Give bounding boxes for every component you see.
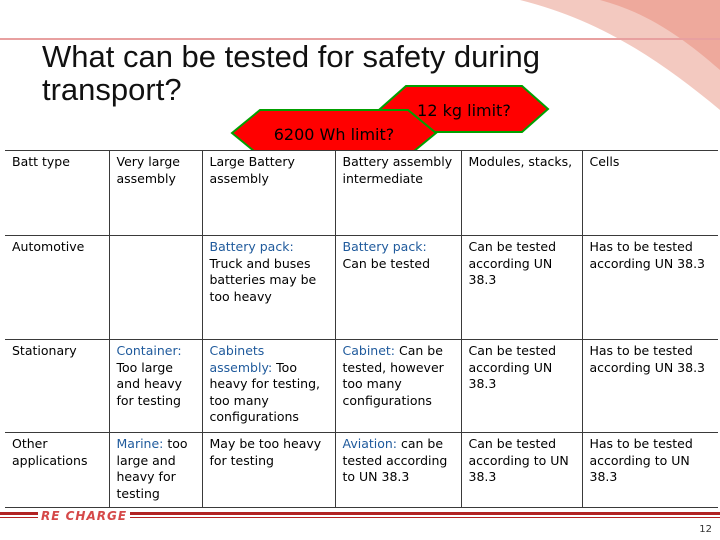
table-row xyxy=(5,236,718,340)
cell-text: Too heavy for testing, too many configurations xyxy=(209,359,321,424)
intermediate-cell xyxy=(335,433,461,508)
header-modules: Modules, stacks, xyxy=(461,151,582,236)
cell-text: Too large and heavy for testing xyxy=(116,359,183,408)
row-type-cell: Automotive xyxy=(5,236,109,340)
cell-text: too large and heavy for testing xyxy=(116,436,188,501)
recharge-logo: RE CHARGE xyxy=(38,509,130,523)
intermediate-cell xyxy=(335,340,461,433)
cell-label: Cabinets assembly: xyxy=(209,343,273,375)
header-batt-type: Batt type xyxy=(5,151,109,236)
callout-12kg-label: 12 kg limit? xyxy=(417,100,511,120)
very-large-cell xyxy=(109,236,202,340)
cell-label: Marine: xyxy=(116,436,164,451)
row-type-cell: Other applications xyxy=(5,433,109,508)
very-large-cell xyxy=(109,340,202,433)
large-cell xyxy=(202,340,335,433)
table-header-row xyxy=(5,151,718,236)
table-row xyxy=(5,433,718,508)
intermediate-cell xyxy=(335,236,461,340)
callout-6200wh-label: 6200 Wh limit? xyxy=(273,124,395,144)
cell-label: Container: xyxy=(116,343,182,358)
header-cells: Cells xyxy=(582,151,718,236)
table-row xyxy=(5,340,718,433)
cell-text: can be tested according to UN 38.3 xyxy=(342,436,448,484)
header-large: Large Battery assembly xyxy=(202,151,335,236)
cell-text: Can be tested xyxy=(342,255,431,271)
cells-cell: Has to be tested according UN 38.3 xyxy=(582,236,718,340)
cell-label: Battery pack: xyxy=(209,239,294,254)
cells-cell: Has to be tested according to UN 38.3 xyxy=(582,433,718,508)
page-title: What can be tested for safety during transport? xyxy=(42,39,540,107)
large-cell xyxy=(202,236,335,340)
cell-label: Aviation: xyxy=(342,436,398,451)
modules-cell: Can be tested according to UN 38.3 xyxy=(461,433,582,508)
page-number: 12 xyxy=(699,524,712,535)
header-very-large: Very large assembly xyxy=(109,151,202,236)
modules-cell: Can be tested according UN 38.3 xyxy=(461,340,582,433)
large-cell: May be too heavy for testing xyxy=(202,433,335,508)
modules-cell: Can be tested according UN 38.3 xyxy=(461,236,582,340)
safety-testing-table xyxy=(5,150,718,508)
cell-label: Cabinet: xyxy=(342,343,396,358)
very-large-cell xyxy=(109,433,202,508)
cell-label: Battery pack: xyxy=(342,239,427,254)
cell-text: Truck and buses batteries may be too heavy xyxy=(209,255,317,304)
header-intermediate: Battery assembly intermediate xyxy=(335,151,461,236)
row-type-cell: Stationary xyxy=(5,340,109,433)
cells-cell: Has to be tested according UN 38.3 xyxy=(582,340,718,433)
cell-text: Can be tested, however too many configurations xyxy=(342,343,444,408)
